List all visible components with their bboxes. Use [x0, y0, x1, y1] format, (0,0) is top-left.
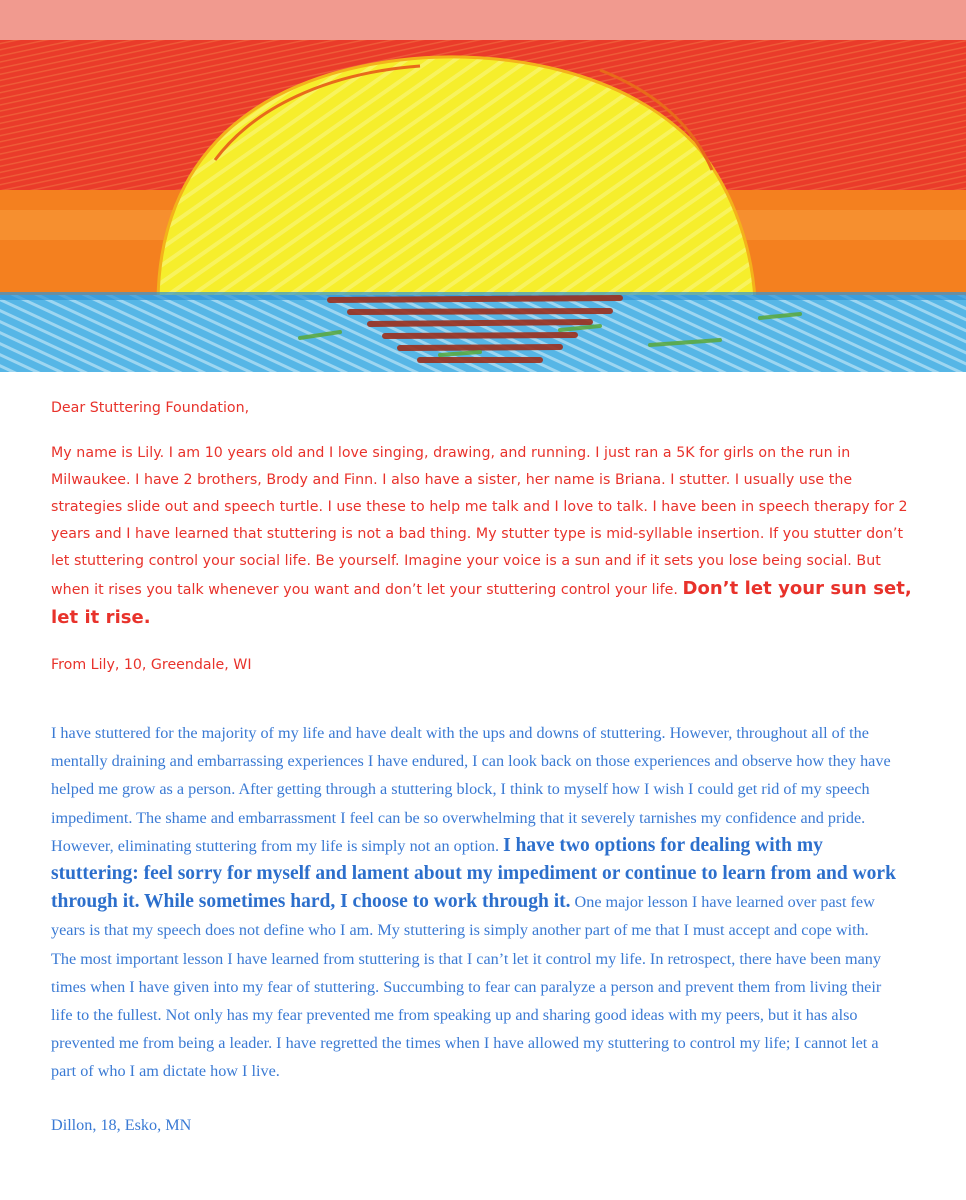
- letter2-signature: Dillon, 18, Esko, MN: [51, 1115, 192, 1134]
- letter2-emphasis: I have two options for dealing with my stuttering: feel sorry for myself and lament about my impediment or continue to learn from and work through it. While sometimes hard, I choose to work through it.: [51, 834, 896, 913]
- dillon-letter: [51, 719, 896, 1151]
- letter1-signature: From Lily, 10, Greendale, WI: [51, 657, 252, 673]
- lily-letter: [51, 398, 921, 689]
- letter1-body: [51, 440, 921, 633]
- letter2-body: [51, 719, 896, 1086]
- sunrise-drawing: [0, 0, 966, 372]
- letter1-body-text: My name is Lily. I am 10 years old and I love singing, drawing, and running. I just ran a 5K for girls on the run in Milwaukee. I have 2 brothers, Brody and Finn. I also have a sister, her name is Briana. I stutter. I usually use the strategies slide out and speech turtle. I use these to help me talk and I love to talk. I have been in speech therapy for 2 years and I have learned that stuttering is not a bad thing. My stutter type is mid-syllable insertion. If you stutter don’t let stuttering control your social life. Be yourself. Imagine your voice is a sun and if it sets you lose being social. But when it rises you talk whenever you want and don’t let your stuttering control your life.: [51, 445, 908, 598]
- letter2-body-after: One major lesson I have learned over past few years is that my speech does not define who I am. My stuttering is simply another part of me that I must accept and cope with. The most important lesson I have learned from stuttering is that I can’t let it control my life. In retrospect, there have been many times when I have given into my fear of stuttering. Succumbing to fear can paralyze a person and prevent them from living their life to the fullest. Not only has my fear prevented me from speaking up and sharing good ideas with my peers, but it has also prevented me from being a leader. I have regretted the times when I have allowed my stuttering to control my life; I cannot let a part of who I am dictate how I live.: [51, 893, 882, 1081]
- letter1-greeting: Dear Stuttering Foundation,: [51, 400, 250, 416]
- letter1-emphasis: Don’t let your sun set, let it rise.: [51, 578, 912, 628]
- letter2-body-before: I have stuttered for the majority of my life and have dealt with the ups and downs of stuttering. However, throughout all of the mentally draining and embarrassing experiences I have endured, I can look back on those experiences and observe how they have helped me grow as a person. After getting through a stuttering block, I think to myself how I wish I could get rid of my speech impediment. The shame and embarrassment I feel can be so overwhelming that it severely tarnishes my confidence and pride. However, eliminating stuttering from my life is simply not an option.: [51, 724, 891, 855]
